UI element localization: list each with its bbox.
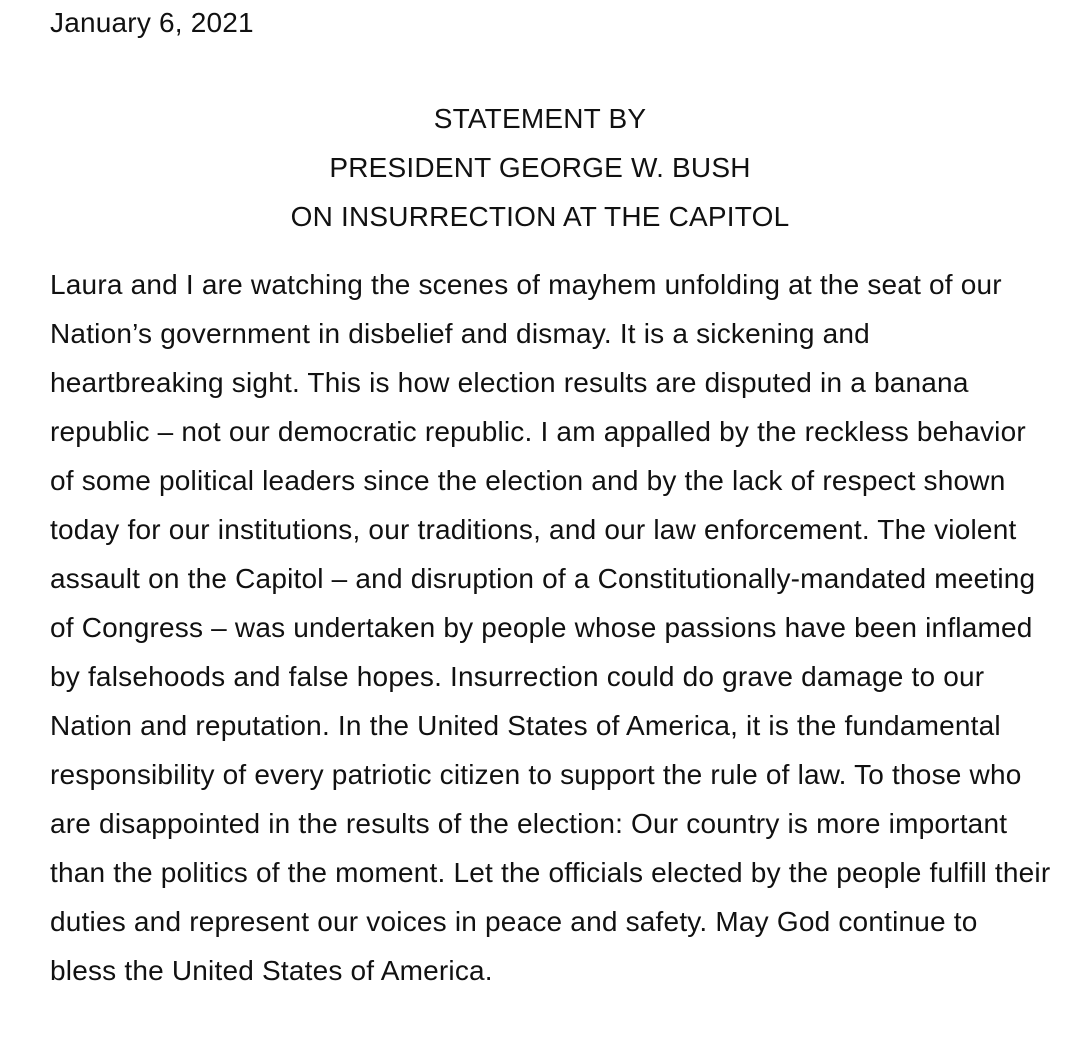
body-line: of some political leaders since the election and by the lack of respect shown bbox=[50, 465, 1006, 496]
body-line: than the politics of the moment. Let the officials elected by the people fulfill their bbox=[50, 857, 1051, 888]
body-line: duties and represent our voices in peace and safety. May God continue to bbox=[50, 906, 978, 937]
body-line: responsibility of every patriotic citizen to support the rule of law. To those who bbox=[50, 759, 1022, 790]
body-line: Nation and reputation. In the United States of America, it is the fundamental bbox=[50, 710, 1001, 741]
date-line: January 6, 2021 bbox=[50, 7, 254, 38]
body-line: bless the United States of America. bbox=[50, 955, 493, 986]
body-line: are disappointed in the results of the election: Our country is more important bbox=[50, 808, 1008, 839]
body-line: assault on the Capitol – and disruption of a Constitutionally-mandated meeting bbox=[50, 563, 1036, 594]
body-line: today for our institutions, our traditions, and our law enforcement. The violent bbox=[50, 514, 1017, 545]
title-line: ON INSURRECTION AT THE CAPITOL bbox=[290, 201, 790, 232]
statement-title bbox=[50, 94, 1030, 241]
body-line: heartbreaking sight. This is how election results are disputed in a banana bbox=[50, 367, 969, 398]
body-line: of Congress – was undertaken by people whose passions have been inflamed bbox=[50, 612, 1033, 643]
body-line: republic – not our democratic republic. I am appalled by the reckless behavior bbox=[50, 416, 1026, 447]
body-line: by falsehoods and false hopes. Insurrection could do grave damage to our bbox=[50, 661, 985, 692]
statement-body bbox=[50, 260, 1051, 995]
body-line: Nation’s government in disbelief and dismay. It is a sickening and bbox=[50, 318, 870, 349]
title-line: PRESIDENT GEORGE W. BUSH bbox=[329, 152, 751, 183]
title-line: STATEMENT BY bbox=[433, 103, 647, 134]
body-line: Laura and I are watching the scenes of mayhem unfolding at the seat of our bbox=[50, 269, 1002, 300]
